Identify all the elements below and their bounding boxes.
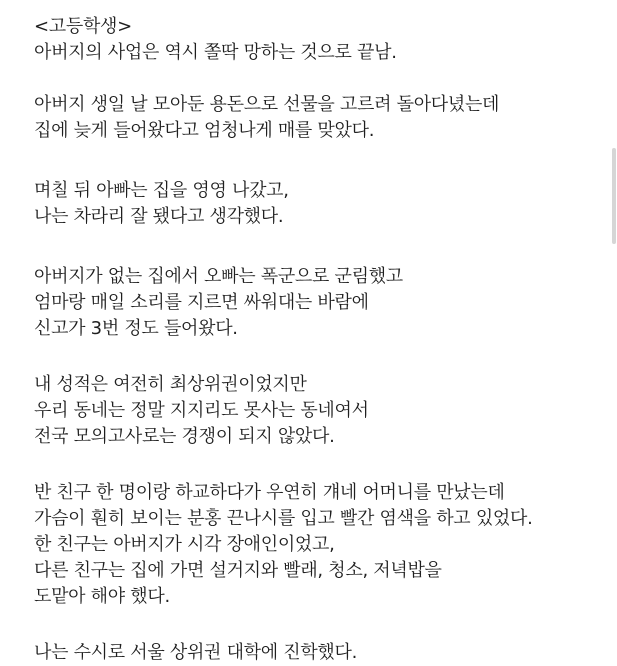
text-line: 전국 모의고사로는 경쟁이 되지 않았다. bbox=[34, 426, 335, 447]
paragraph-gap bbox=[34, 342, 594, 368]
text-line: 아버지의 사업은 역시 쫄딱 망하는 것으로 끝남. bbox=[34, 42, 397, 63]
paragraph-gap bbox=[34, 170, 594, 178]
scrollbar[interactable] bbox=[611, 0, 617, 653]
text-line: 가슴이 훤히 보이는 분홍 끈나시를 입고 빨간 염색을 하고 있었다. bbox=[34, 508, 533, 529]
text-line: 반 친구 한 명이랑 하교하다가 우연히 걔네 어머니를 만났는데 bbox=[34, 482, 505, 503]
scrollbar-thumb[interactable] bbox=[612, 148, 616, 244]
paragraph-gap bbox=[34, 256, 594, 264]
text-line: 한 친구는 아버지가 시각 장애인이었고, bbox=[34, 534, 335, 555]
text-line: 며칠 뒤 아빠는 집을 영영 나갔고, bbox=[34, 180, 289, 201]
text-line: 나는 수시로 서울 상위권 대학에 진학했다. bbox=[34, 642, 358, 663]
section-heading: <고등학생> bbox=[34, 16, 132, 37]
text-line: 내 성적은 여전히 최상위권이었지만 bbox=[34, 374, 307, 395]
text-line: 신고가 3번 정도 들어왔다. bbox=[34, 318, 238, 339]
paragraph-gap bbox=[34, 144, 594, 170]
text-line: 도맡아 해야 했다. bbox=[34, 586, 170, 607]
text-line: 아버지 생일 날 모아둔 용돈으로 선물을 고르려 돌아다녔는데 bbox=[34, 94, 500, 115]
text-line: 우리 동네는 정말 지지리도 못사는 동네여서 bbox=[34, 400, 369, 421]
text-line: 다른 친구는 집에 가면 설거지와 빨래, 청소, 저녁밥을 bbox=[34, 560, 442, 581]
paragraph-gap bbox=[34, 450, 594, 476]
text-line: 집에 늦게 들어왔다고 엄청나게 매를 맞았다. bbox=[34, 120, 375, 141]
paragraph-gap bbox=[34, 66, 594, 92]
text-line: 나는 차라리 잘 됐다고 생각했다. bbox=[34, 206, 284, 227]
paragraph-gap bbox=[34, 610, 594, 636]
text-line: 엄마랑 매일 소리를 지르면 싸워대는 바람에 bbox=[34, 292, 369, 313]
document-body bbox=[34, 14, 594, 666]
text-line: 아버지가 없는 집에서 오빠는 폭군으로 군림했고 bbox=[34, 266, 403, 287]
paragraph-gap bbox=[34, 230, 594, 256]
